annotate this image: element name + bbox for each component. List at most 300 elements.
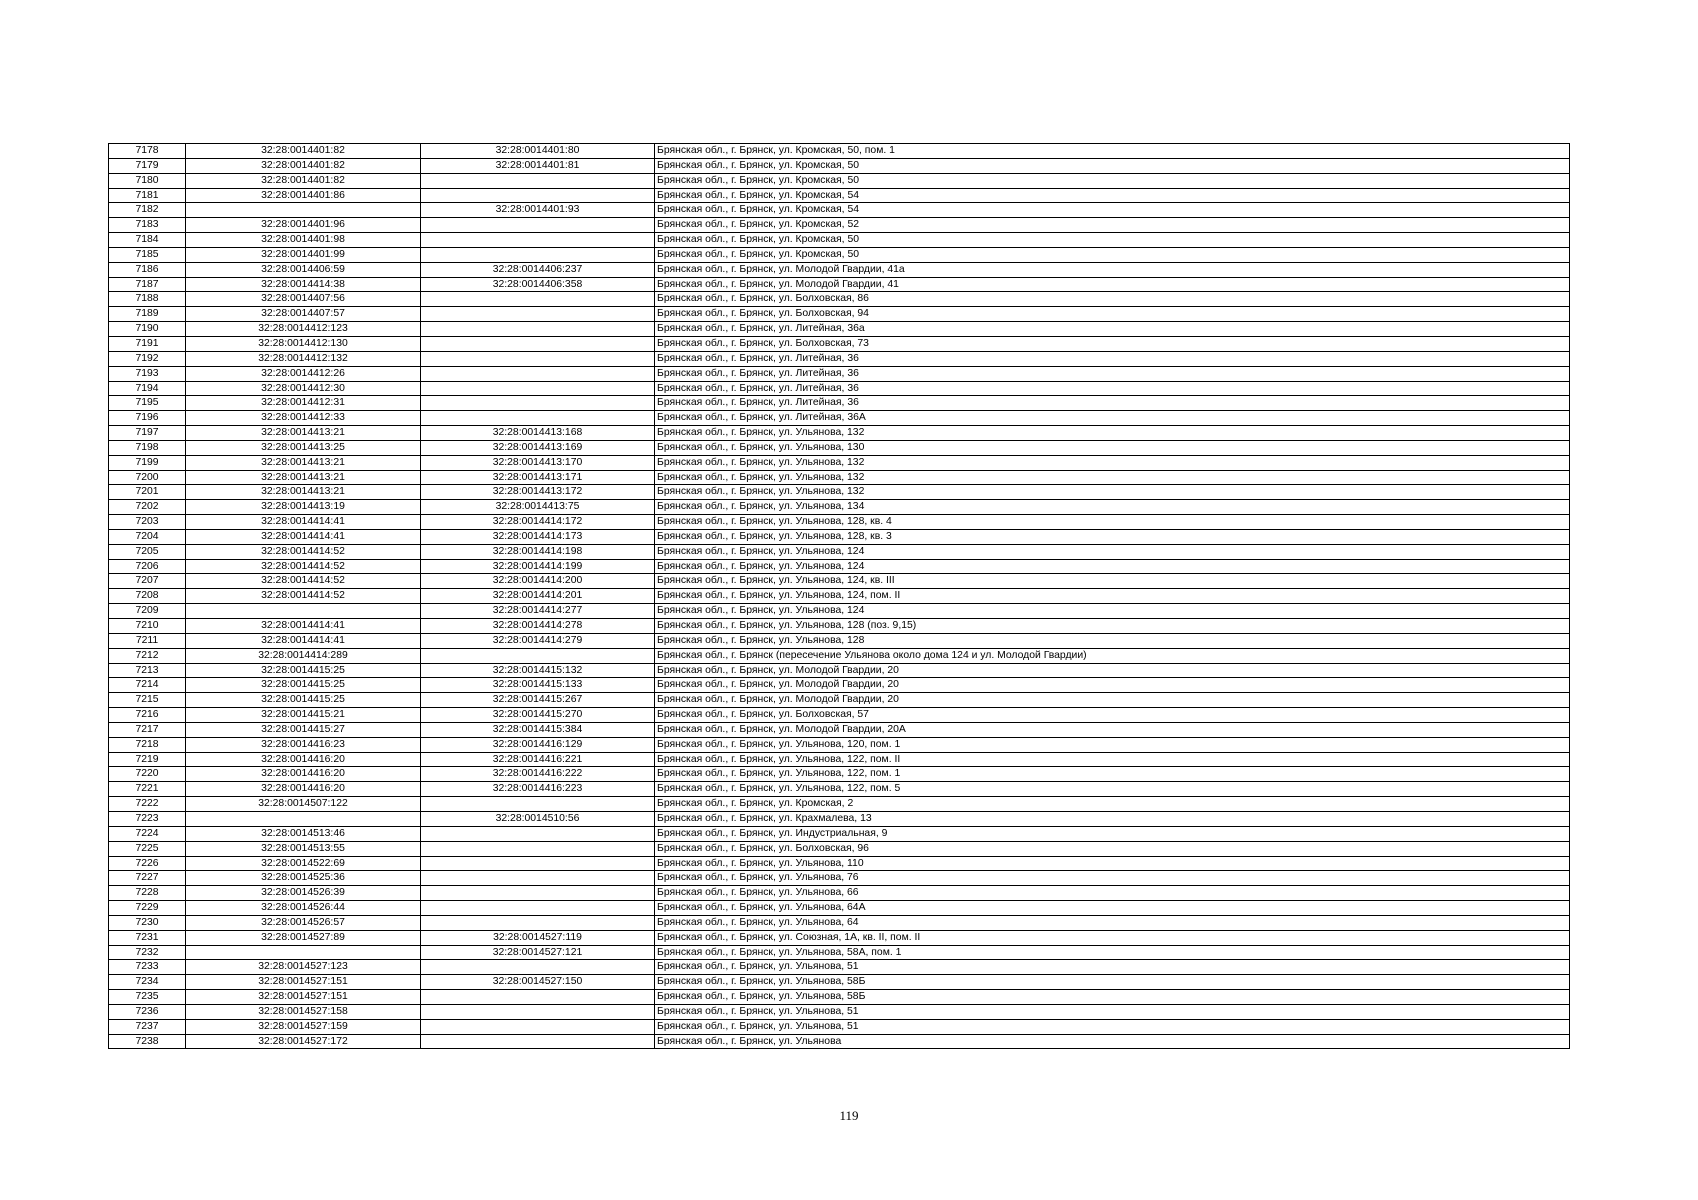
row-number-cell: 7204 — [109, 529, 186, 544]
cadastral-number-cell — [186, 604, 421, 619]
table-row — [109, 515, 1570, 530]
address-cell: Брянская обл., г. Брянск, ул. Ульянова, 76 — [655, 871, 1570, 886]
row-number-cell: 7227 — [109, 871, 186, 886]
table-row — [109, 144, 1570, 159]
row-number-cell: 7234 — [109, 975, 186, 990]
address-cell: Брянская обл., г. Брянск, ул. Ульянова, 51 — [655, 960, 1570, 975]
cadastral-number-cell: 32:28:0014401:86 — [186, 188, 421, 203]
table-row — [109, 1019, 1570, 1034]
cadastral-number-cell: 32:28:0014527:123 — [186, 960, 421, 975]
related-cadastral-number-cell: 32:28:0014413:171 — [421, 470, 655, 485]
address-cell: Брянская обл., г. Брянск, ул. Ульянова, 58Б — [655, 975, 1570, 990]
row-number-cell: 7179 — [109, 158, 186, 173]
cadastral-number-cell: 32:28:0014527:151 — [186, 990, 421, 1005]
row-number-cell: 7212 — [109, 648, 186, 663]
cadastral-number-cell: 32:28:0014401:98 — [186, 233, 421, 248]
related-cadastral-number-cell: 32:28:0014416:129 — [421, 737, 655, 752]
address-cell: Брянская обл., г. Брянск, ул. Молодой Гвардии, 20 — [655, 678, 1570, 693]
table-row — [109, 262, 1570, 277]
row-number-cell: 7186 — [109, 262, 186, 277]
table-row — [109, 708, 1570, 723]
address-cell: Брянская обл., г. Брянск, ул. Кромская, 2 — [655, 797, 1570, 812]
address-cell: Брянская обл., г. Брянск, ул. Ульянова, 58А, пом. 1 — [655, 945, 1570, 960]
address-cell: Брянская обл., г. Брянск, ул. Ульянова, 122, пом. 1 — [655, 767, 1570, 782]
address-cell: Брянская обл., г. Брянск, ул. Молодой Гвардии, 41 — [655, 277, 1570, 292]
cadastral-number-cell: 32:28:0014414:289 — [186, 648, 421, 663]
related-cadastral-number-cell — [421, 1019, 655, 1034]
table-row — [109, 990, 1570, 1005]
row-number-cell: 7217 — [109, 722, 186, 737]
address-cell: Брянская обл., г. Брянск, ул. Литейная, 36 — [655, 366, 1570, 381]
row-number-cell: 7216 — [109, 708, 186, 723]
table-row — [109, 396, 1570, 411]
address-cell: Брянская обл., г. Брянск, ул. Ульянова, 122, пом. II — [655, 752, 1570, 767]
address-cell: Брянская обл., г. Брянск, ул. Ульянова, 132 — [655, 426, 1570, 441]
address-cell: Брянская обл., г. Брянск, ул. Ульянова, 132 — [655, 455, 1570, 470]
related-cadastral-number-cell — [421, 411, 655, 426]
table-row — [109, 752, 1570, 767]
row-number-cell: 7185 — [109, 247, 186, 262]
address-cell: Брянская обл., г. Брянск, ул. Кромская, 50 — [655, 173, 1570, 188]
cadastral-number-cell: 32:28:0014527:172 — [186, 1034, 421, 1049]
row-number-cell: 7182 — [109, 203, 186, 218]
row-number-cell: 7205 — [109, 544, 186, 559]
address-cell: Брянская обл., г. Брянск, ул. Болховская, 86 — [655, 292, 1570, 307]
related-cadastral-number-cell — [421, 396, 655, 411]
related-cadastral-number-cell — [421, 247, 655, 262]
related-cadastral-number-cell — [421, 366, 655, 381]
cadastral-number-cell: 32:28:0014416:20 — [186, 782, 421, 797]
address-cell: Брянская обл., г. Брянск, ул. Молодой Гвардии, 20 — [655, 693, 1570, 708]
cadastral-number-cell: 32:28:0014412:30 — [186, 381, 421, 396]
related-cadastral-number-cell: 32:28:0014406:358 — [421, 277, 655, 292]
table-row — [109, 797, 1570, 812]
related-cadastral-number-cell — [421, 856, 655, 871]
cadastral-number-cell: 32:28:0014416:20 — [186, 752, 421, 767]
row-number-cell: 7209 — [109, 604, 186, 619]
row-number-cell: 7230 — [109, 915, 186, 930]
cadastral-number-cell: 32:28:0014412:33 — [186, 411, 421, 426]
related-cadastral-number-cell: 32:28:0014414:200 — [421, 574, 655, 589]
related-cadastral-number-cell: 32:28:0014414:277 — [421, 604, 655, 619]
related-cadastral-number-cell — [421, 841, 655, 856]
address-cell: Брянская обл., г. Брянск, ул. Ульянова, 122, пом. 5 — [655, 782, 1570, 797]
row-number-cell: 7201 — [109, 485, 186, 500]
related-cadastral-number-cell: 32:28:0014415:132 — [421, 663, 655, 678]
related-cadastral-number-cell: 32:28:0014510:56 — [421, 811, 655, 826]
table-row — [109, 886, 1570, 901]
address-cell: Брянская обл., г. Брянск, ул. Ульянова — [655, 1034, 1570, 1049]
related-cadastral-number-cell: 32:28:0014401:93 — [421, 203, 655, 218]
address-cell: Брянская обл., г. Брянск, ул. Болховская, 57 — [655, 708, 1570, 723]
table-row — [109, 811, 1570, 826]
row-number-cell: 7193 — [109, 366, 186, 381]
address-cell: Брянская обл., г. Брянск (пересечение Ульянова около дома 124 и ул. Молодой Гвардии) — [655, 648, 1570, 663]
table-row — [109, 381, 1570, 396]
cadastral-number-cell: 32:28:0014412:123 — [186, 322, 421, 337]
cadastral-number-cell — [186, 203, 421, 218]
related-cadastral-number-cell: 32:28:0014416:222 — [421, 767, 655, 782]
table-row — [109, 633, 1570, 648]
cadastral-number-cell: 32:28:0014401:82 — [186, 173, 421, 188]
table-row — [109, 975, 1570, 990]
table-row — [109, 158, 1570, 173]
address-cell: Брянская обл., г. Брянск, ул. Болховская, 96 — [655, 841, 1570, 856]
address-cell: Брянская обл., г. Брянск, ул. Ульянова, 124, кв. III — [655, 574, 1570, 589]
row-number-cell: 7184 — [109, 233, 186, 248]
related-cadastral-number-cell: 32:28:0014414:278 — [421, 619, 655, 634]
cadastral-number-cell: 32:28:0014413:21 — [186, 485, 421, 500]
table-row — [109, 544, 1570, 559]
related-cadastral-number-cell — [421, 1034, 655, 1049]
related-cadastral-number-cell — [421, 218, 655, 233]
row-number-cell: 7213 — [109, 663, 186, 678]
cadastral-number-cell: 32:28:0014527:159 — [186, 1019, 421, 1034]
table-row — [109, 188, 1570, 203]
address-cell: Брянская обл., г. Брянск, ул. Кромская, 50 — [655, 247, 1570, 262]
table-row — [109, 500, 1570, 515]
table-row — [109, 485, 1570, 500]
row-number-cell: 7181 — [109, 188, 186, 203]
cadastral-number-cell: 32:28:0014407:57 — [186, 307, 421, 322]
table-row — [109, 589, 1570, 604]
address-cell: Брянская обл., г. Брянск, ул. Молодой Гвардии, 20А — [655, 722, 1570, 737]
row-number-cell: 7207 — [109, 574, 186, 589]
table-row — [109, 841, 1570, 856]
address-cell: Брянская обл., г. Брянск, ул. Кромская, 54 — [655, 188, 1570, 203]
related-cadastral-number-cell — [421, 826, 655, 841]
address-cell: Брянская обл., г. Брянск, ул. Ульянова, 130 — [655, 440, 1570, 455]
table-row — [109, 1034, 1570, 1049]
table-row — [109, 247, 1570, 262]
table-row — [109, 663, 1570, 678]
address-cell: Брянская обл., г. Брянск, ул. Литейная, 36 — [655, 396, 1570, 411]
related-cadastral-number-cell — [421, 188, 655, 203]
cadastral-number-cell: 32:28:0014414:41 — [186, 515, 421, 530]
related-cadastral-number-cell — [421, 990, 655, 1005]
row-number-cell: 7199 — [109, 455, 186, 470]
table-row — [109, 693, 1570, 708]
row-number-cell: 7228 — [109, 886, 186, 901]
address-cell: Брянская обл., г. Брянск, ул. Ульянова, 128, кв. 3 — [655, 529, 1570, 544]
related-cadastral-number-cell — [421, 901, 655, 916]
row-number-cell: 7215 — [109, 693, 186, 708]
cadastral-number-cell: 32:28:0014407:56 — [186, 292, 421, 307]
row-number-cell: 7180 — [109, 173, 186, 188]
table-row — [109, 737, 1570, 752]
address-cell: Брянская обл., г. Брянск, ул. Ульянова, 134 — [655, 500, 1570, 515]
cadastral-number-cell: 32:28:0014415:25 — [186, 693, 421, 708]
related-cadastral-number-cell: 32:28:0014401:81 — [421, 158, 655, 173]
address-cell: Брянская обл., г. Брянск, ул. Ульянова, 124 — [655, 544, 1570, 559]
cadastral-number-cell: 32:28:0014415:25 — [186, 678, 421, 693]
row-number-cell: 7200 — [109, 470, 186, 485]
table-row — [109, 782, 1570, 797]
row-number-cell: 7211 — [109, 633, 186, 648]
registry-table-body — [109, 144, 1570, 1049]
address-cell: Брянская обл., г. Брянск, ул. Ульянова, 128, кв. 4 — [655, 515, 1570, 530]
address-cell: Брянская обл., г. Брянск, ул. Ульянова, 120, пом. 1 — [655, 737, 1570, 752]
row-number-cell: 7219 — [109, 752, 186, 767]
address-cell: Брянская обл., г. Брянск, ул. Молодой Гвардии, 20 — [655, 663, 1570, 678]
table-row — [109, 233, 1570, 248]
row-number-cell: 7188 — [109, 292, 186, 307]
row-number-cell: 7224 — [109, 826, 186, 841]
table-row — [109, 930, 1570, 945]
related-cadastral-number-cell: 32:28:0014527:121 — [421, 945, 655, 960]
table-row — [109, 767, 1570, 782]
address-cell: Брянская обл., г. Брянск, ул. Ульянова, 124 — [655, 559, 1570, 574]
cadastral-number-cell: 32:28:0014401:82 — [186, 144, 421, 159]
related-cadastral-number-cell: 32:28:0014413:168 — [421, 426, 655, 441]
cadastral-number-cell: 32:28:0014414:41 — [186, 633, 421, 648]
table-row — [109, 218, 1570, 233]
address-cell: Брянская обл., г. Брянск, ул. Ульянова, 51 — [655, 1019, 1570, 1034]
address-cell: Брянская обл., г. Брянск, ул. Кромская, 50, пом. 1 — [655, 144, 1570, 159]
address-cell: Брянская обл., г. Брянск, ул. Кромская, 52 — [655, 218, 1570, 233]
address-cell: Брянская обл., г. Брянск, ул. Кромская, 50 — [655, 233, 1570, 248]
table-row — [109, 559, 1570, 574]
related-cadastral-number-cell — [421, 1004, 655, 1019]
address-cell: Брянская обл., г. Брянск, ул. Ульянова, 124, пом. II — [655, 589, 1570, 604]
cadastral-number-cell: 32:28:0014414:38 — [186, 277, 421, 292]
row-number-cell: 7178 — [109, 144, 186, 159]
cadastral-number-cell: 32:28:0014513:46 — [186, 826, 421, 841]
address-cell: Брянская обл., г. Брянск, ул. Болховская, 73 — [655, 336, 1570, 351]
related-cadastral-number-cell — [421, 797, 655, 812]
table-row — [109, 351, 1570, 366]
table-row — [109, 1004, 1570, 1019]
address-cell: Брянская обл., г. Брянск, ул. Индустриальная, 9 — [655, 826, 1570, 841]
table-row — [109, 826, 1570, 841]
related-cadastral-number-cell: 32:28:0014414:198 — [421, 544, 655, 559]
cadastral-number-cell: 32:28:0014406:59 — [186, 262, 421, 277]
address-cell: Брянская обл., г. Брянск, ул. Ульянова, 124 — [655, 604, 1570, 619]
cadastral-number-cell: 32:28:0014414:52 — [186, 544, 421, 559]
table-row — [109, 322, 1570, 337]
row-number-cell: 7235 — [109, 990, 186, 1005]
address-cell: Брянская обл., г. Брянск, ул. Союзная, 1А, кв. II, пом. II — [655, 930, 1570, 945]
row-number-cell: 7191 — [109, 336, 186, 351]
row-number-cell: 7237 — [109, 1019, 186, 1034]
row-number-cell: 7223 — [109, 811, 186, 826]
row-number-cell: 7196 — [109, 411, 186, 426]
row-number-cell: 7236 — [109, 1004, 186, 1019]
row-number-cell: 7197 — [109, 426, 186, 441]
row-number-cell: 7187 — [109, 277, 186, 292]
table-row — [109, 648, 1570, 663]
cadastral-number-cell: 32:28:0014415:27 — [186, 722, 421, 737]
cadastral-number-cell: 32:28:0014415:21 — [186, 708, 421, 723]
table-row — [109, 336, 1570, 351]
table-row — [109, 915, 1570, 930]
cadastral-number-cell: 32:28:0014414:52 — [186, 589, 421, 604]
related-cadastral-number-cell — [421, 351, 655, 366]
row-number-cell: 7221 — [109, 782, 186, 797]
cadastral-number-cell: 32:28:0014526:39 — [186, 886, 421, 901]
row-number-cell: 7206 — [109, 559, 186, 574]
row-number-cell: 7203 — [109, 515, 186, 530]
table-row — [109, 871, 1570, 886]
cadastral-number-cell: 32:28:0014414:41 — [186, 529, 421, 544]
related-cadastral-number-cell: 32:28:0014414:172 — [421, 515, 655, 530]
related-cadastral-number-cell — [421, 336, 655, 351]
row-number-cell: 7208 — [109, 589, 186, 604]
registry-sheet — [108, 143, 1570, 1049]
row-number-cell: 7194 — [109, 381, 186, 396]
cadastral-number-cell — [186, 945, 421, 960]
table-row — [109, 366, 1570, 381]
address-cell: Брянская обл., г. Брянск, ул. Болховская, 94 — [655, 307, 1570, 322]
page-number: 119 — [839, 1108, 859, 1123]
cadastral-number-cell: 32:28:0014526:57 — [186, 915, 421, 930]
table-row — [109, 426, 1570, 441]
row-number-cell: 7232 — [109, 945, 186, 960]
row-number-cell: 7238 — [109, 1034, 186, 1049]
table-row — [109, 292, 1570, 307]
row-number-cell: 7190 — [109, 322, 186, 337]
cadastral-number-cell: 32:28:0014507:122 — [186, 797, 421, 812]
row-number-cell: 7183 — [109, 218, 186, 233]
related-cadastral-number-cell: 32:28:0014413:169 — [421, 440, 655, 455]
table-row — [109, 722, 1570, 737]
row-number-cell: 7222 — [109, 797, 186, 812]
row-number-cell: 7233 — [109, 960, 186, 975]
row-number-cell: 7225 — [109, 841, 186, 856]
related-cadastral-number-cell: 32:28:0014413:170 — [421, 455, 655, 470]
row-number-cell: 7210 — [109, 619, 186, 634]
cadastral-number-cell: 32:28:0014527:89 — [186, 930, 421, 945]
cadastral-number-cell: 32:28:0014412:130 — [186, 336, 421, 351]
cadastral-number-cell: 32:28:0014525:36 — [186, 871, 421, 886]
table-row — [109, 574, 1570, 589]
related-cadastral-number-cell: 32:28:0014406:237 — [421, 262, 655, 277]
table-row — [109, 411, 1570, 426]
related-cadastral-number-cell: 32:28:0014413:75 — [421, 500, 655, 515]
table-row — [109, 173, 1570, 188]
address-cell: Брянская обл., г. Брянск, ул. Крахмалева, 13 — [655, 811, 1570, 826]
related-cadastral-number-cell — [421, 307, 655, 322]
related-cadastral-number-cell — [421, 648, 655, 663]
address-cell: Брянская обл., г. Брянск, ул. Ульянова, 128 — [655, 633, 1570, 648]
table-row — [109, 440, 1570, 455]
related-cadastral-number-cell — [421, 915, 655, 930]
cadastral-number-cell: 32:28:0014527:158 — [186, 1004, 421, 1019]
cadastral-number-cell: 32:28:0014414:52 — [186, 574, 421, 589]
address-cell: Брянская обл., г. Брянск, ул. Литейная, 36 — [655, 381, 1570, 396]
cadastral-number-cell: 32:28:0014413:21 — [186, 470, 421, 485]
table-row — [109, 203, 1570, 218]
address-cell: Брянская обл., г. Брянск, ул. Ульянова, 64А — [655, 901, 1570, 916]
table-row — [109, 678, 1570, 693]
cadastral-number-cell: 32:28:0014415:25 — [186, 663, 421, 678]
address-cell: Брянская обл., г. Брянск, ул. Ульянова, 128 (поз. 9,15) — [655, 619, 1570, 634]
related-cadastral-number-cell: 32:28:0014527:150 — [421, 975, 655, 990]
address-cell: Брянская обл., г. Брянск, ул. Литейная, 36 — [655, 351, 1570, 366]
address-cell: Брянская обл., г. Брянск, ул. Литейная, 36а — [655, 322, 1570, 337]
row-number-cell: 7218 — [109, 737, 186, 752]
row-number-cell: 7226 — [109, 856, 186, 871]
address-cell: Брянская обл., г. Брянск, ул. Молодой Гвардии, 41а — [655, 262, 1570, 277]
related-cadastral-number-cell: 32:28:0014415:267 — [421, 693, 655, 708]
cadastral-number-cell: 32:28:0014416:20 — [186, 767, 421, 782]
related-cadastral-number-cell: 32:28:0014416:221 — [421, 752, 655, 767]
cadastral-number-cell: 32:28:0014414:52 — [186, 559, 421, 574]
related-cadastral-number-cell — [421, 233, 655, 248]
cadastral-number-cell — [186, 811, 421, 826]
related-cadastral-number-cell — [421, 960, 655, 975]
address-cell: Брянская обл., г. Брянск, ул. Литейная, 36А — [655, 411, 1570, 426]
table-row — [109, 901, 1570, 916]
table-row — [109, 960, 1570, 975]
table-row — [109, 604, 1570, 619]
cadastral-number-cell: 32:28:0014413:19 — [186, 500, 421, 515]
cadastral-number-cell: 32:28:0014413:21 — [186, 426, 421, 441]
table-row — [109, 856, 1570, 871]
table-row — [109, 619, 1570, 634]
cadastral-number-cell: 32:28:0014416:23 — [186, 737, 421, 752]
related-cadastral-number-cell: 32:28:0014415:384 — [421, 722, 655, 737]
cadastral-number-cell: 32:28:0014413:21 — [186, 455, 421, 470]
related-cadastral-number-cell: 32:28:0014414:279 — [421, 633, 655, 648]
related-cadastral-number-cell: 32:28:0014415:133 — [421, 678, 655, 693]
cadastral-number-cell: 32:28:0014401:99 — [186, 247, 421, 262]
cadastral-number-cell: 32:28:0014414:41 — [186, 619, 421, 634]
cadastral-number-cell: 32:28:0014412:132 — [186, 351, 421, 366]
cadastral-number-cell: 32:28:0014412:31 — [186, 396, 421, 411]
address-cell: Брянская обл., г. Брянск, ул. Ульянова, 110 — [655, 856, 1570, 871]
related-cadastral-number-cell — [421, 381, 655, 396]
related-cadastral-number-cell: 32:28:0014415:270 — [421, 708, 655, 723]
row-number-cell: 7220 — [109, 767, 186, 782]
table-row — [109, 307, 1570, 322]
row-number-cell: 7192 — [109, 351, 186, 366]
address-cell: Брянская обл., г. Брянск, ул. Ульянова, 132 — [655, 485, 1570, 500]
row-number-cell: 7231 — [109, 930, 186, 945]
row-number-cell: 7214 — [109, 678, 186, 693]
address-cell: Брянская обл., г. Брянск, ул. Кромская, 50 — [655, 158, 1570, 173]
related-cadastral-number-cell — [421, 173, 655, 188]
cadastral-number-cell: 32:28:0014401:96 — [186, 218, 421, 233]
table-row — [109, 945, 1570, 960]
table-row — [109, 470, 1570, 485]
address-cell: Брянская обл., г. Брянск, ул. Ульянова, 64 — [655, 915, 1570, 930]
row-number-cell: 7229 — [109, 901, 186, 916]
cadastral-number-cell: 32:28:0014513:55 — [186, 841, 421, 856]
row-number-cell: 7202 — [109, 500, 186, 515]
table-row — [109, 277, 1570, 292]
related-cadastral-number-cell: 32:28:0014414:201 — [421, 589, 655, 604]
related-cadastral-number-cell: 32:28:0014416:223 — [421, 782, 655, 797]
cadastral-number-cell: 32:28:0014527:151 — [186, 975, 421, 990]
related-cadastral-number-cell — [421, 871, 655, 886]
table-row — [109, 529, 1570, 544]
cadastral-number-cell: 32:28:0014412:26 — [186, 366, 421, 381]
address-cell: Брянская обл., г. Брянск, ул. Ульянова, 51 — [655, 1004, 1570, 1019]
related-cadastral-number-cell — [421, 292, 655, 307]
related-cadastral-number-cell: 32:28:0014527:119 — [421, 930, 655, 945]
row-number-cell: 7198 — [109, 440, 186, 455]
address-cell: Брянская обл., г. Брянск, ул. Ульянова, 132 — [655, 470, 1570, 485]
related-cadastral-number-cell: 32:28:0014414:173 — [421, 529, 655, 544]
related-cadastral-number-cell — [421, 322, 655, 337]
cadastral-number-cell: 32:28:0014401:82 — [186, 158, 421, 173]
related-cadastral-number-cell: 32:28:0014414:199 — [421, 559, 655, 574]
cadastral-number-cell: 32:28:0014522:69 — [186, 856, 421, 871]
related-cadastral-number-cell: 32:28:0014413:172 — [421, 485, 655, 500]
row-number-cell: 7195 — [109, 396, 186, 411]
related-cadastral-number-cell — [421, 886, 655, 901]
